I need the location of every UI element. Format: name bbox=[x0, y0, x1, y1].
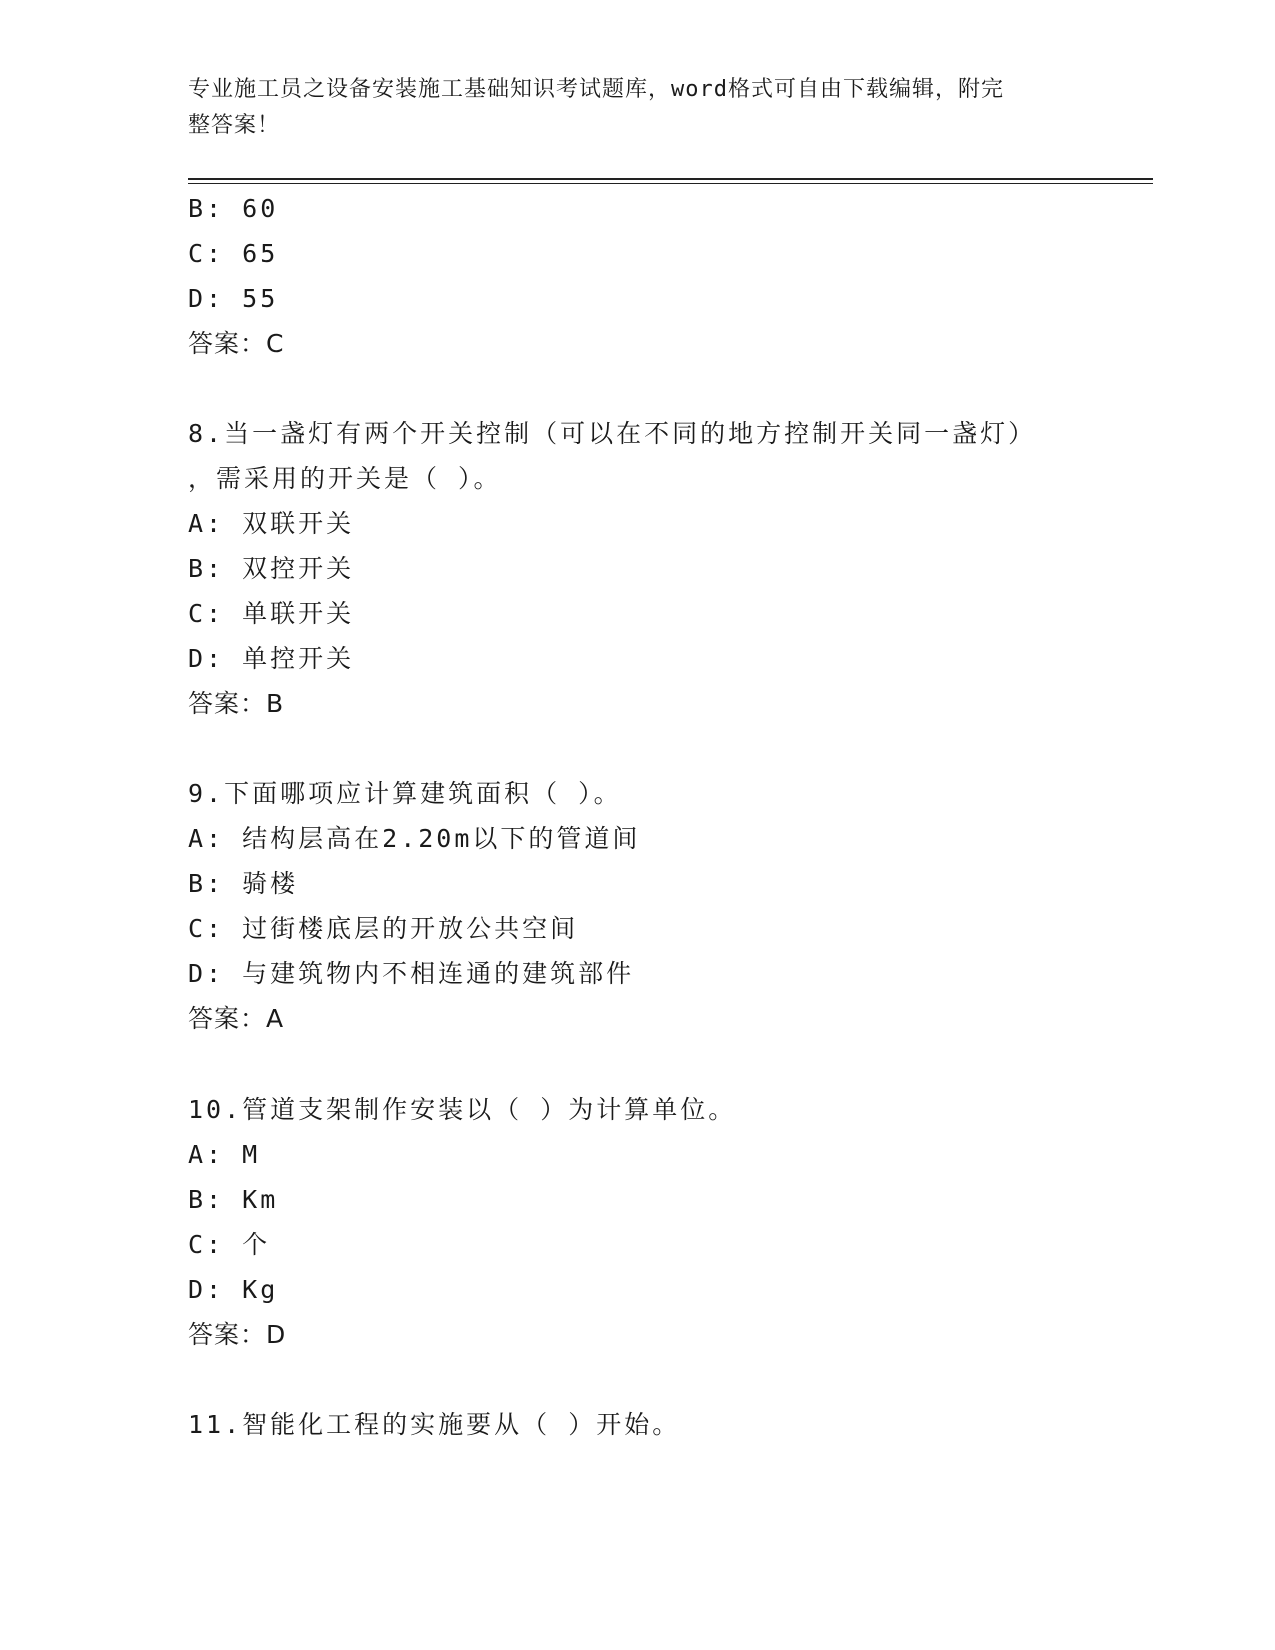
option-d: D: 与建筑物内不相连通的建筑部件 bbox=[188, 959, 635, 988]
question-10-text: 10.管道支架制作安装以（ ）为计算单位。 bbox=[188, 1095, 737, 1124]
answer-line: 答案：D bbox=[188, 1320, 287, 1349]
option-c: C: 过街楼底层的开放公共空间 bbox=[188, 914, 579, 943]
header-divider bbox=[188, 178, 1153, 180]
option-b: B: 骑楼 bbox=[188, 869, 299, 898]
header-divider-secondary bbox=[188, 183, 1153, 184]
option-a: A: M bbox=[188, 1140, 261, 1169]
option-b: B: 双控开关 bbox=[188, 554, 355, 583]
option-b: B: 60 bbox=[188, 194, 279, 223]
header-line-1: 专业施工员之设备安装施工基础知识考试题库，word格式可自由下载编辑，附完 bbox=[188, 77, 1004, 102]
question-9-text: 9.下面哪项应计算建筑面积（ ）。 bbox=[188, 779, 622, 808]
question-11-text: 11.智能化工程的实施要从（ ）开始。 bbox=[188, 1410, 681, 1439]
document-header bbox=[188, 72, 1068, 144]
option-d: D: Kg bbox=[188, 1275, 279, 1304]
answer-line: 答案：A bbox=[188, 1004, 285, 1033]
answer-line: 答案：B bbox=[188, 689, 285, 718]
answer-line: 答案：C bbox=[188, 329, 285, 358]
header-line-2: 整答案！ bbox=[188, 113, 281, 138]
option-d: D: 单控开关 bbox=[188, 644, 355, 673]
question-8-text: 8.当一盏灯有两个开关控制（可以在不同的地方控制开关同一盏灯） bbox=[188, 419, 1037, 448]
option-c: C: 65 bbox=[188, 239, 279, 268]
option-a: A: 结构层高在2.20m以下的管道间 bbox=[188, 824, 641, 853]
option-c: C: 单联开关 bbox=[188, 599, 355, 628]
option-c: C: 个 bbox=[188, 1230, 271, 1259]
question-8-text-cont: ，需采用的开关是（ ）。 bbox=[188, 464, 502, 493]
option-b: B: Km bbox=[188, 1185, 279, 1214]
option-a: A: 双联开关 bbox=[188, 509, 355, 538]
option-d: D: 55 bbox=[188, 284, 279, 313]
